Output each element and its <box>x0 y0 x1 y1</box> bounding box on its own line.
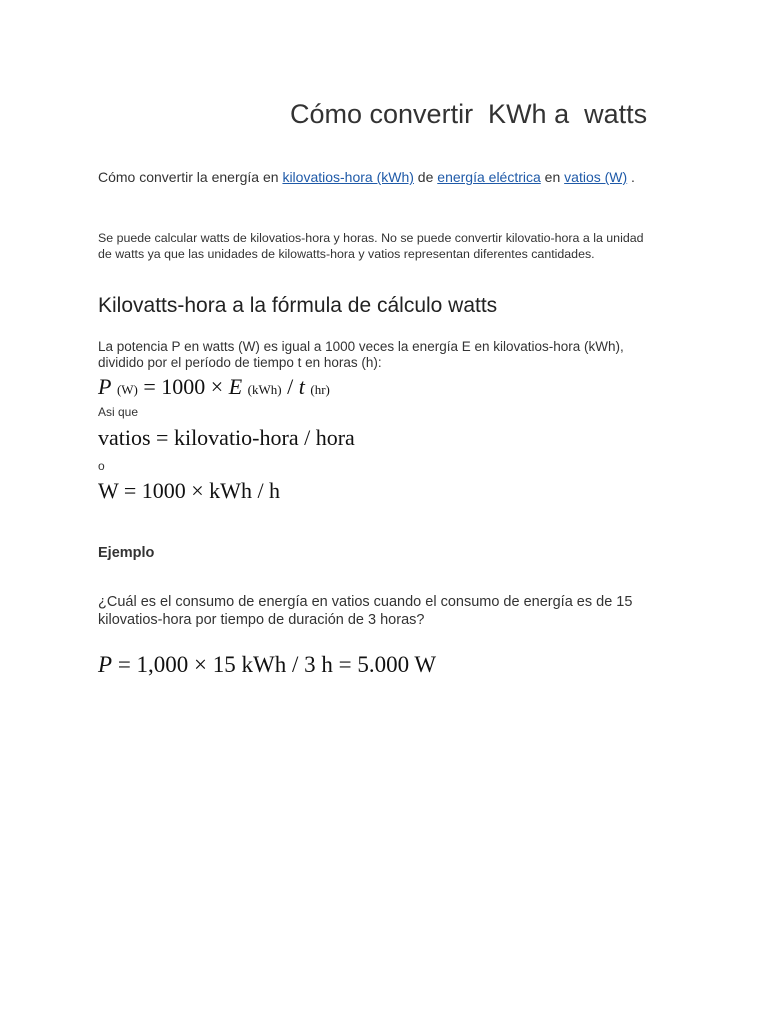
formula-symbol-e: E <box>228 374 243 399</box>
formula-subscript-kwh: (kWh) <box>247 382 282 397</box>
formula-units: W = 1000 × kWh / h <box>98 478 281 503</box>
electric-energy-link[interactable]: energía eléctrica <box>437 169 541 185</box>
formula-symbol-t: t <box>298 374 305 399</box>
watts-link[interactable]: vatios (W) <box>564 169 628 185</box>
formula-words: vatios = kilovatio-hora / hora <box>98 425 355 450</box>
formula-symbol-p: P <box>98 374 112 399</box>
formula-symbol-p: P <box>98 652 113 677</box>
asi-que-label: Asi que <box>98 405 139 419</box>
formula-description: La potencia P en watts (W) es igual a 1000 veces la energía E en kilovatios-hora (kWh), dividido por el período de tiempo t en horas (h): <box>98 339 624 370</box>
section-heading: Kilovatts-hora a la fórmula de cálculo watts <box>98 294 498 317</box>
or-label: o <box>98 459 105 473</box>
example-heading: Ejemplo <box>98 545 155 561</box>
kwh-link[interactable]: kilovatios-hora (kWh) <box>282 169 414 185</box>
example-question: ¿Cuál es el consumo de energía en vatios cuando el consumo de energía es de 15 kilovatios-hora por tiempo de duración de 3 horas? <box>98 594 633 628</box>
formula-operator: / <box>281 374 299 399</box>
intro-sentence <box>98 168 658 187</box>
intro-text: . <box>627 169 635 185</box>
formula-subscript-w: (W) <box>116 382 138 397</box>
formula-subscript-hr: (hr) <box>310 382 330 397</box>
example-formula-rest: = 1,000 × 15 kWh / 3 h = 5.000 W <box>112 652 437 677</box>
example-formula <box>98 652 436 678</box>
intro-text: en <box>540 169 565 185</box>
intro-text: Cómo convertir la energía en <box>98 169 283 185</box>
formula-operator: = 1000 × <box>137 374 229 399</box>
intro-text: de <box>413 169 438 185</box>
page-title: Cómo convertir KWh a watts <box>290 99 648 129</box>
explanation-paragraph: Se puede calcular watts de kilovatios-hora y horas. No se puede convertir kilovatio-hora a la unidad de watts ya que las unidades de kilowatts-hora y vatios representan diferentes cantidades. <box>98 231 644 261</box>
formula-power-general <box>98 374 330 400</box>
